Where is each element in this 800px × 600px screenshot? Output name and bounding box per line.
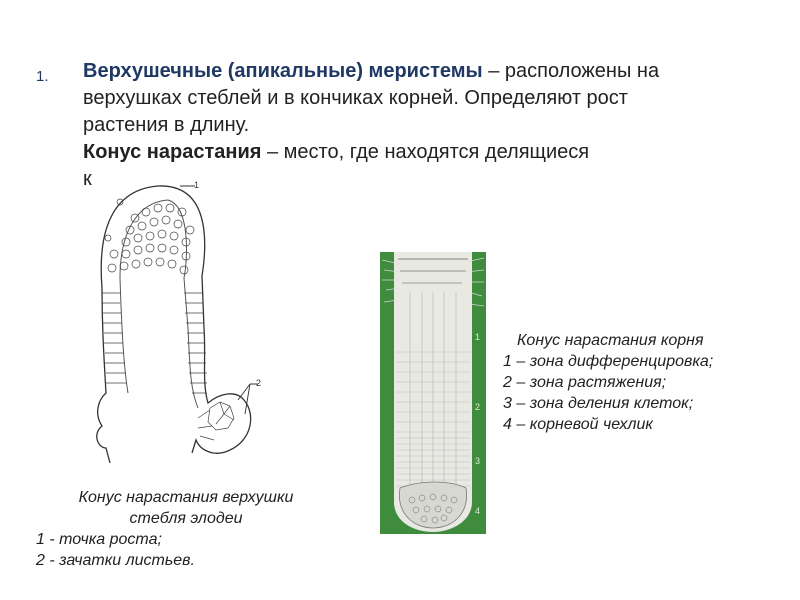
root-caption-item: 1 – зона дифференцировка; bbox=[503, 353, 714, 370]
paragraph-line-3: растения в длину. bbox=[83, 114, 250, 136]
term-apical-meristems: Верхушечные (апикальные) меристемы bbox=[83, 60, 483, 82]
definition-text-2: – место, где находятся делящиеся bbox=[261, 141, 590, 163]
root-caption-item: 2 – зона растяжения; bbox=[503, 374, 667, 391]
list-number: 1. bbox=[36, 68, 49, 85]
term-growth-cone: Конус нарастания bbox=[83, 141, 262, 163]
root-caption-title: Конус нарастания корня bbox=[517, 332, 704, 349]
stem-caption bbox=[36, 487, 346, 571]
stem-caption-item: 2 - зачатки листьев. bbox=[36, 552, 195, 569]
stem-apex-illustration bbox=[80, 178, 280, 478]
definition-text-1: – расположены на bbox=[482, 60, 660, 82]
stem-caption-item: 1 - точка роста; bbox=[36, 531, 162, 548]
stem-caption-title-line-1: Конус нарастания верхушки bbox=[78, 489, 294, 506]
root-caption-item: 4 – корневой чехлик bbox=[503, 416, 653, 433]
root-caption-item: 3 – зона деления клеток; bbox=[503, 395, 694, 412]
root-caption bbox=[503, 330, 793, 435]
root-zone-label-4: 4 bbox=[475, 506, 481, 516]
main-paragraph bbox=[83, 58, 763, 186]
stem-label-2: 2 bbox=[256, 378, 262, 388]
root-zone-label-1: 1 bbox=[475, 332, 481, 342]
root-zone-label-2: 2 bbox=[475, 402, 481, 412]
paragraph-line-4 bbox=[83, 139, 763, 166]
root-zone-label-3: 3 bbox=[475, 456, 481, 466]
stem-label-1: 1 bbox=[194, 180, 200, 190]
paragraph-line-2: верхушках стеблей и в кончиках корней. Определяют рост bbox=[83, 87, 628, 109]
paragraph-line-5-clipped: к bbox=[83, 168, 92, 186]
paragraph-line-1 bbox=[83, 58, 763, 85]
root-tip-illustration bbox=[380, 252, 486, 534]
stem-caption-title-line-2: стебля элодеи bbox=[129, 510, 243, 527]
